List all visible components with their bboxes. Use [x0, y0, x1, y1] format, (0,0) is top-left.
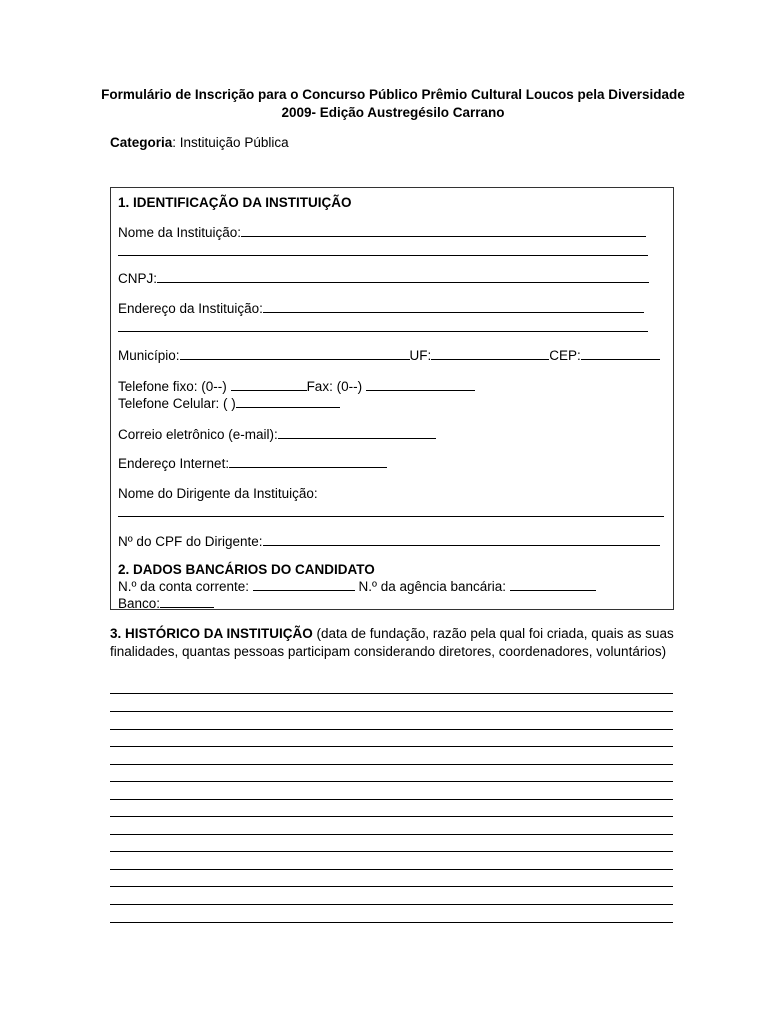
fax-label: Fax: (0--): [306, 379, 363, 394]
agencia-blank[interactable]: [510, 579, 596, 591]
internet-field[interactable]: [118, 456, 387, 471]
cnpj-field[interactable]: [118, 271, 649, 286]
municipio-label: Município:: [118, 348, 180, 363]
section1-heading: 1. IDENTIFICAÇÃO DA INSTITUIÇÃO: [118, 195, 352, 210]
endereco-blank-2[interactable]: [118, 331, 648, 332]
categoria-label: Categoria: [110, 135, 173, 150]
tel-celular-blank[interactable]: [236, 396, 340, 408]
historico-line[interactable]: [110, 834, 673, 835]
historico-line[interactable]: [110, 746, 673, 747]
historico-line[interactable]: [110, 764, 673, 765]
cep-label: CEP:: [549, 348, 581, 363]
banco-label: Banco:: [118, 596, 161, 611]
cep-blank[interactable]: [581, 348, 660, 360]
conta-label: N.º da conta corrente:: [118, 579, 249, 594]
dirigente-blank[interactable]: [118, 516, 664, 517]
historico-line[interactable]: [110, 799, 673, 800]
section3-text: [110, 625, 680, 661]
historico-line[interactable]: [110, 693, 673, 694]
categoria-value: : Instituição Pública: [172, 135, 289, 150]
uf-blank[interactable]: [431, 348, 549, 360]
dirigente-label: Nome do Dirigente da Instituição:: [118, 486, 318, 501]
endereco-label: Endereço da Instituição:: [118, 301, 263, 316]
tel-fixo-label: Telefone fixo: (0--): [118, 379, 227, 394]
nome-blank[interactable]: [241, 225, 646, 237]
tel-celular-label: Telefone Celular: ( ): [118, 396, 236, 411]
email-label: Correio eletrônico (e-mail):: [118, 427, 278, 442]
tel-fixo-blank[interactable]: [231, 379, 307, 391]
municipio-blank[interactable]: [180, 348, 410, 360]
telefone-celular-field[interactable]: [118, 396, 340, 411]
endereco-field[interactable]: [118, 301, 644, 316]
uf-label: UF:: [409, 348, 432, 363]
conta-field[interactable]: [118, 579, 596, 594]
cnpj-label: CNPJ:: [118, 271, 158, 286]
endereco-blank[interactable]: [263, 301, 644, 313]
municipio-field[interactable]: [118, 348, 660, 363]
section3-heading: 3. HISTÓRICO DA INSTITUIÇÃO: [110, 626, 313, 641]
identification-box: [110, 187, 674, 610]
nome-field[interactable]: [118, 225, 646, 240]
banco-field[interactable]: [118, 596, 214, 611]
telefone-fixo-field[interactable]: [118, 379, 475, 394]
internet-blank[interactable]: [229, 456, 387, 468]
agencia-label: N.º da agência bancária:: [358, 579, 507, 594]
form-title: Formulário de Inscrição para o Concurso Público Prêmio Cultural Loucos pela Diversidade 2009- Edição Austregésilo Carrano: [101, 87, 685, 120]
cpf-label: Nº do CPF do Dirigente:: [118, 534, 263, 549]
historico-line[interactable]: [110, 711, 673, 712]
email-field[interactable]: [118, 427, 436, 442]
cpf-field[interactable]: [118, 534, 660, 549]
historico-line[interactable]: [110, 816, 673, 817]
email-blank[interactable]: [278, 427, 436, 439]
section2-heading: 2. DADOS BANCÁRIOS DO CANDIDATO: [118, 562, 375, 577]
nome-label: Nome da Instituição:: [118, 225, 242, 240]
cpf-blank[interactable]: [263, 534, 660, 546]
historico-line[interactable]: [110, 781, 673, 782]
cnpj-blank[interactable]: [157, 271, 649, 283]
historico-line[interactable]: [110, 922, 673, 923]
section3-description: (data de fundação, razão pela qual foi criada, quais as suas finalidades, quantas pessoas participam considerando diretores, coordenadores, voluntários): [110, 626, 674, 659]
historico-line[interactable]: [110, 904, 673, 905]
historico-line[interactable]: [110, 729, 673, 730]
fax-blank[interactable]: [366, 379, 475, 391]
historico-line[interactable]: [110, 869, 673, 870]
conta-blank[interactable]: [253, 579, 355, 591]
historico-line[interactable]: [110, 886, 673, 887]
historico-line[interactable]: [110, 851, 673, 852]
categoria: [110, 135, 289, 150]
banco-blank[interactable]: [160, 596, 214, 608]
internet-label: Endereço Internet:: [118, 456, 230, 471]
nome-blank-2[interactable]: [118, 255, 648, 256]
